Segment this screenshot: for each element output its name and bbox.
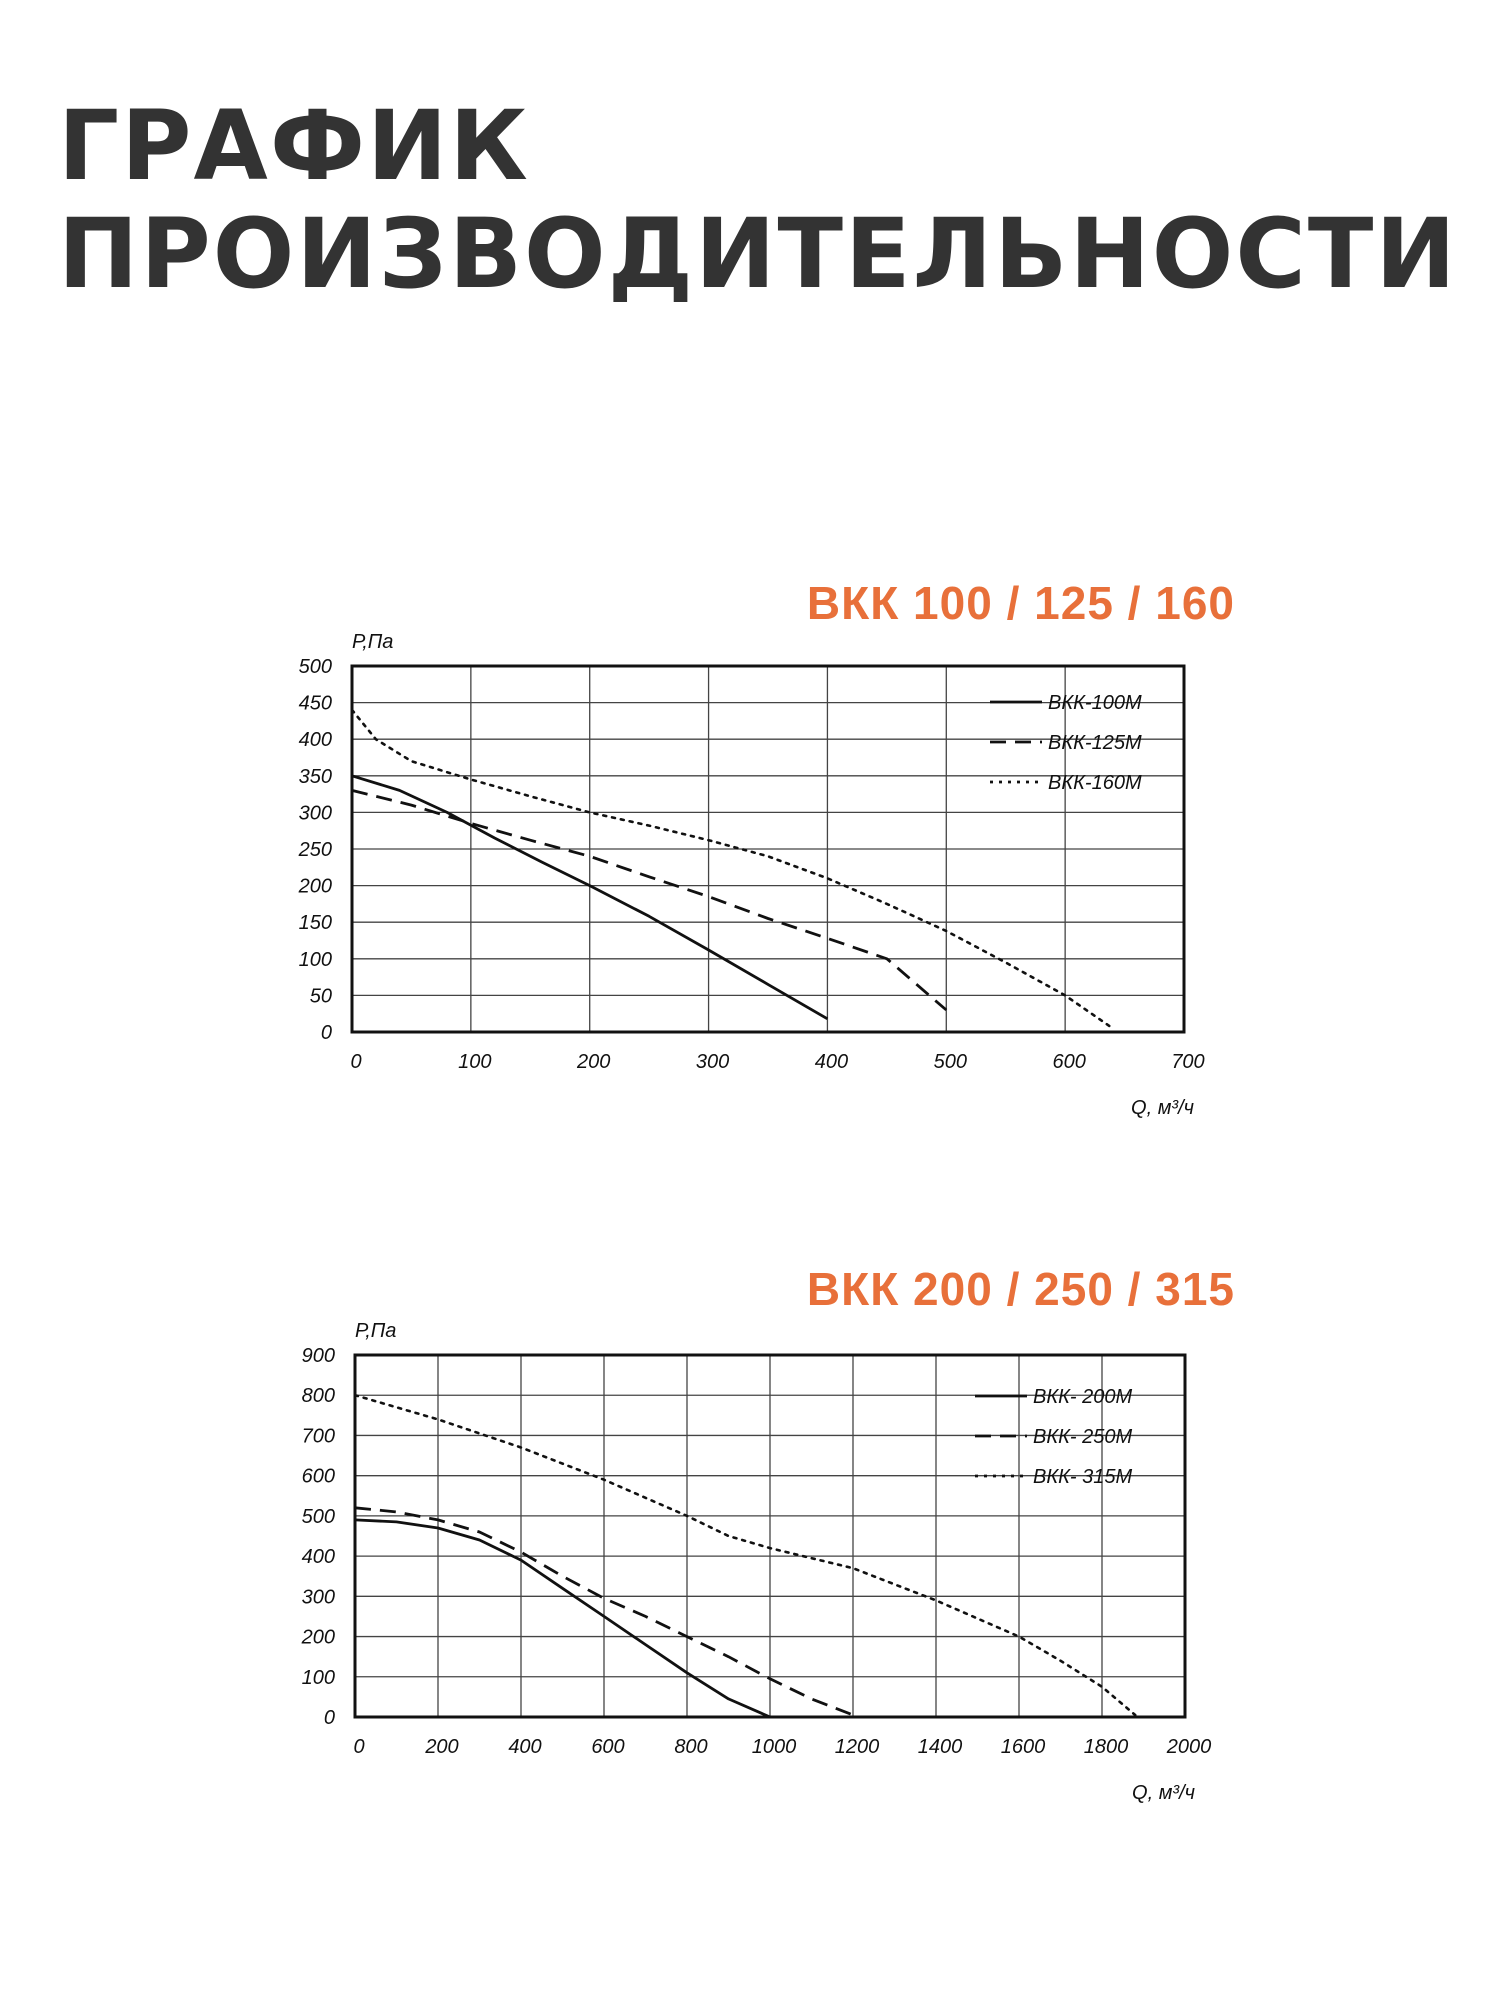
x-tick-label: 500 [933,1051,967,1073]
y-tick-label: 100 [301,1666,335,1689]
x-tick-label: 1600 [1000,1736,1046,1758]
series-line-2 [352,790,946,1010]
x-tick-label: 0 [350,1051,362,1073]
y-tick-label: 400 [298,729,332,752]
legend-label-1: ВКК-100М [1048,692,1142,714]
y-tick-label: 300 [301,1586,335,1609]
y-tick-label: 200 [301,1626,335,1649]
y-tick-label: 450 [298,692,332,715]
x-axis-label: Q, м³/ч [1132,1782,1195,1804]
x-tick-label: 1200 [834,1736,880,1758]
y-tick-label: 800 [301,1385,335,1408]
y-tick-label: 700 [301,1425,335,1448]
legend-label-2: ВКК-125М [1048,732,1142,754]
x-tick-label: 800 [674,1736,708,1758]
y-tick-label: 50 [309,985,332,1008]
y-axis-label: Р,Па [355,1320,397,1342]
legend-label-3: ВКК-160М [1048,772,1142,794]
y-tick-label: 500 [298,656,332,678]
x-tick-label: 200 [577,1051,611,1073]
legend-label-3: ВКК- 315М [1033,1466,1133,1488]
chart-2-heading: ВКК 200 / 250 / 315 [806,1263,1235,1315]
y-tick-label: 500 [301,1505,335,1528]
x-tick-label: 1800 [1083,1736,1129,1758]
y-tick-label: 0 [323,1707,335,1729]
x-axis-label: Q, м³/ч [1131,1097,1194,1119]
x-tick-label: 200 [425,1736,459,1758]
y-tick-label: 100 [298,948,332,971]
chart-1 [0,610,1500,1150]
x-tick-label: 300 [695,1051,730,1073]
y-tick-label: 600 [301,1465,335,1488]
y-tick-label: 250 [298,839,332,861]
series-line-1 [355,1520,770,1717]
legend-label-1: ВКК- 200М [1033,1386,1133,1408]
page-title-line-1: ГРАФИК [58,90,530,202]
y-tick-label: 0 [320,1022,332,1044]
y-tick-label: 150 [298,912,332,935]
x-tick-label: 1000 [751,1736,797,1758]
x-tick-label: 700 [1171,1051,1205,1073]
x-tick-label: 600 [1052,1051,1086,1073]
chart-2 [0,1300,1500,1840]
series-line-3 [352,710,1113,1028]
x-tick-label: 400 [508,1736,542,1758]
y-axis-label: Р,Па [352,631,394,653]
x-tick-label: 2000 [1166,1736,1212,1758]
y-tick-label: 400 [301,1546,335,1569]
x-tick-label: 1400 [917,1736,963,1758]
y-tick-label: 200 [298,875,332,898]
page-title-line-2: ПРОИЗВОДИТЕЛЬНОСТИ [58,198,1458,310]
legend-label-2: ВКК- 250М [1033,1426,1133,1448]
x-tick-label: 0 [353,1736,365,1758]
x-tick-label: 600 [591,1736,625,1758]
x-tick-label: 400 [814,1051,849,1073]
y-tick-label: 350 [298,765,332,788]
x-tick-label: 100 [458,1051,492,1073]
y-tick-label: 900 [301,1345,335,1367]
chart-1-heading: ВКК 100 / 125 / 160 [806,577,1235,629]
page-title [58,90,1458,310]
y-tick-label: 300 [298,802,332,825]
